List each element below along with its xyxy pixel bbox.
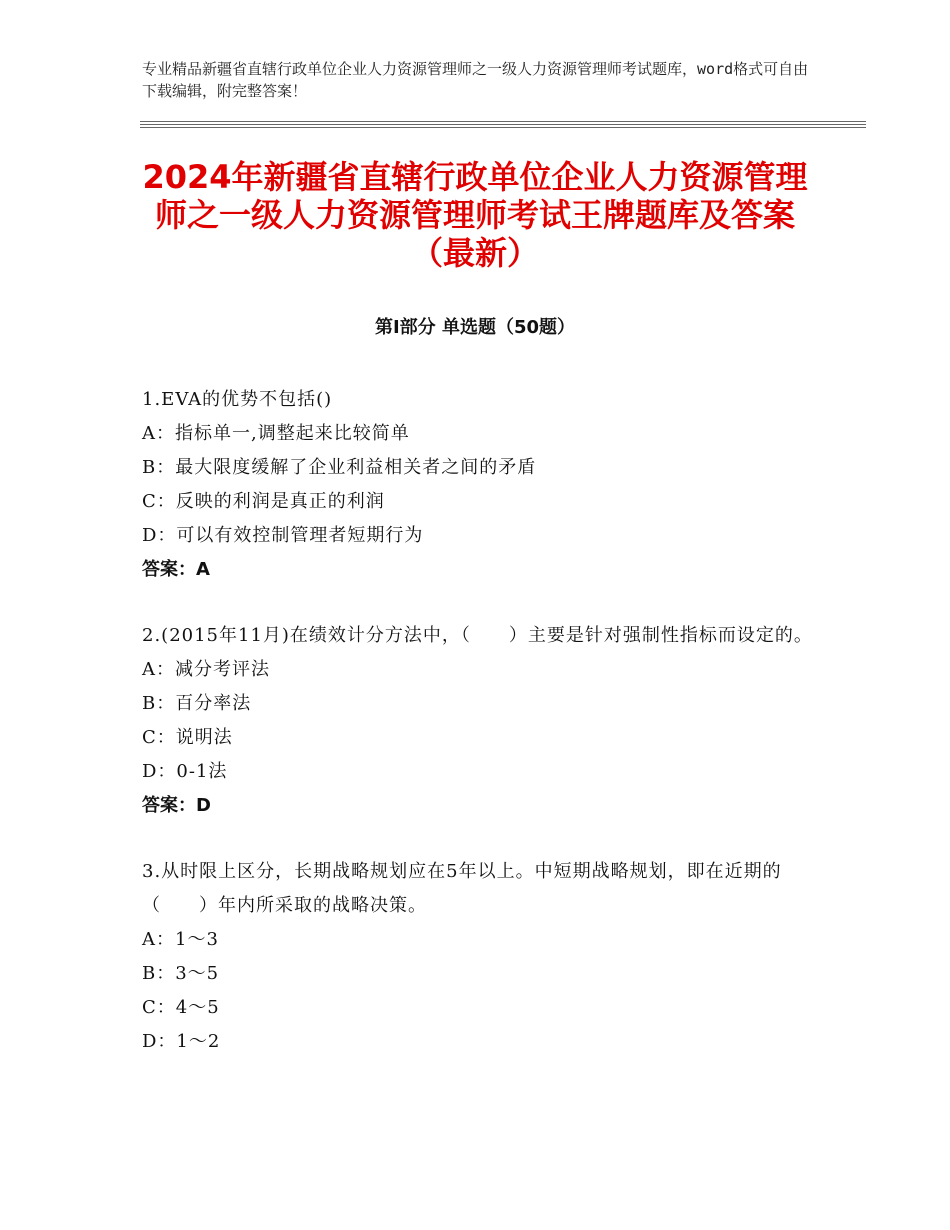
question-list — [142, 383, 814, 1091]
answer: 答案：D — [142, 795, 211, 816]
answer: 答案：A — [142, 559, 210, 580]
option-d: D：可以有效控制管理者短期行为 — [142, 525, 424, 546]
header-divider — [140, 127, 866, 128]
header-divider — [140, 121, 866, 122]
question-stem: 1.EVA的优势不包括() — [142, 389, 333, 410]
question-3 — [142, 855, 814, 1059]
option-a: A：1～3 — [142, 929, 219, 950]
question-2 — [142, 619, 814, 823]
option-b: B：最大限度缓解了企业利益相关者之间的矛盾 — [142, 457, 537, 478]
question-stem: 2.(2015年11月)在绩效计分方法中，（ ）主要是针对强制性指标而设定的。 — [142, 625, 813, 646]
header-divider — [140, 124, 866, 125]
option-d: D：0-1法 — [142, 761, 228, 782]
option-c: C：反映的利润是真正的利润 — [142, 491, 385, 512]
question-stem: 3.从时限上区分，长期战略规划应在5年以上。中短期战略规划，即在近期的（ ）年内所采取的战略决策。 — [142, 861, 782, 916]
option-b: B：百分率法 — [142, 693, 252, 714]
question-1 — [142, 383, 814, 587]
part-heading: 第Ⅰ部分 单选题（50题） — [374, 317, 575, 338]
option-b: B：3～5 — [142, 963, 220, 984]
header-note: 专业精品新疆省直辖行政单位企业人力资源管理师之一级人力资源管理师考试题库，word格式可自由下载编辑，附完整答案！ — [142, 60, 809, 100]
option-a: A：指标单一,调整起来比较简单 — [142, 423, 410, 444]
option-c: C：4～5 — [142, 997, 220, 1018]
document-title: 2024年新疆省直辖行政单位企业人力资源管理师之一级人力资源管理师考试王牌题库及答案（最新） — [142, 158, 808, 272]
option-d: D：1～2 — [142, 1031, 221, 1052]
option-c: C：说明法 — [142, 727, 233, 748]
option-a: A：减分考评法 — [142, 659, 270, 680]
